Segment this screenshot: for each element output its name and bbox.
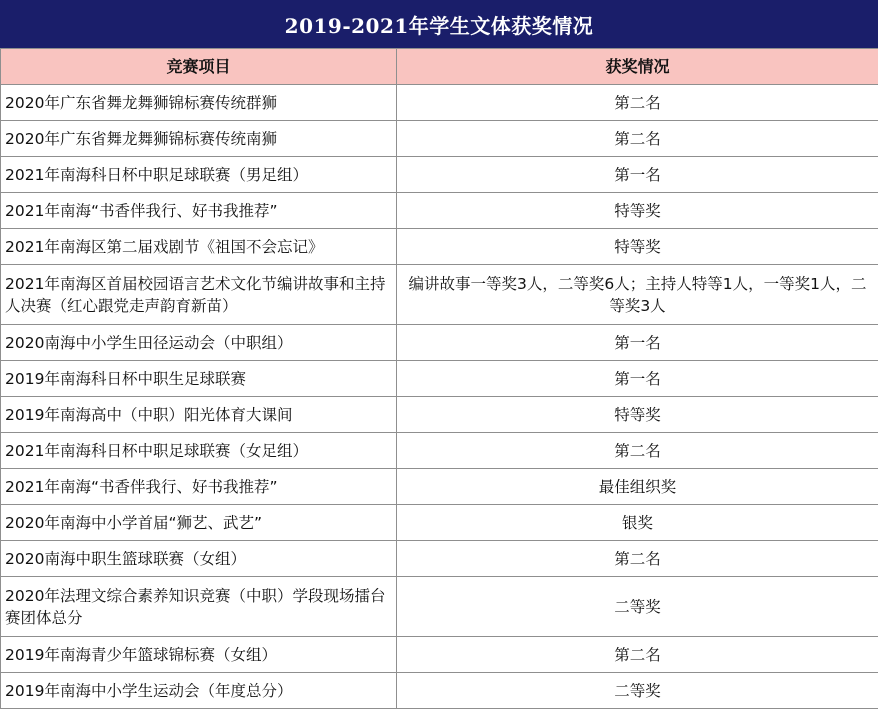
award-cell: 二等奖 [397,577,878,637]
item-cell: 2021年南海科日杯中职足球联赛（男足组） [1,157,397,193]
item-cell: 2021年南海“书香伴我行、好书我推荐” [1,193,397,229]
item-cell: 2020南海中小学生田径运动会（中职组） [1,325,397,361]
table-row [1,193,878,229]
award-cell: 第二名 [397,433,878,469]
item-cell: 2020年广东省舞龙舞狮锦标赛传统群狮 [1,85,397,121]
awards-table [0,48,878,709]
award-cell: 第二名 [397,541,878,577]
item-cell: 2020年南海中小学首届“狮艺、武艺” [1,505,397,541]
item-cell: 2019年南海高中（中职）阳光体育大课间 [1,397,397,433]
item-cell: 2021年南海区第二届戏剧节《祖国不会忘记》 [1,229,397,265]
item-cell: 2021年南海科日杯中职足球联赛（女足组） [1,433,397,469]
table-row [1,541,878,577]
table-row [1,265,878,325]
award-cell: 银奖 [397,505,878,541]
table-row [1,85,878,121]
table-row [1,157,878,193]
table-row [1,505,878,541]
table-row [1,577,878,637]
award-cell: 二等奖 [397,673,878,709]
sheet-title: 2019-2021年学生文体获奖情况 [0,0,878,48]
table-row [1,637,878,673]
award-cell: 特等奖 [397,193,878,229]
item-cell: 2019年南海科日杯中职生足球联赛 [1,361,397,397]
award-cell: 最佳组织奖 [397,469,878,505]
award-cell: 第二名 [397,121,878,157]
table-row [1,469,878,505]
table-row [1,229,878,265]
award-cell: 第一名 [397,157,878,193]
award-cell: 特等奖 [397,229,878,265]
item-cell: 2021年南海区首届校园语言艺术文化节编讲故事和主持人决赛（红心跟党走声韵育新苗） [1,265,397,325]
table-row [1,673,878,709]
award-cell: 特等奖 [397,397,878,433]
table-row [1,397,878,433]
award-cell: 第一名 [397,325,878,361]
award-cell: 第二名 [397,85,878,121]
award-cell: 第二名 [397,637,878,673]
table-row [1,121,878,157]
item-cell: 2019年南海青少年篮球锦标赛（女组） [1,637,397,673]
table-row [1,325,878,361]
header-row [1,49,878,85]
column-header-item: 竞赛项目 [1,49,397,85]
table-row [1,361,878,397]
item-cell: 2020年广东省舞龙舞狮锦标赛传统南狮 [1,121,397,157]
item-cell: 2021年南海“书香伴我行、好书我推荐” [1,469,397,505]
table-row [1,433,878,469]
item-cell: 2020年法理文综合素养知识竞赛（中职）学段现场擂台赛团体总分 [1,577,397,637]
award-cell: 编讲故事一等奖3人，二等奖6人；主持人特等1人，一等奖1人，二等奖3人 [397,265,878,325]
item-cell: 2020南海中职生篮球联赛（女组） [1,541,397,577]
column-header-award: 获奖情况 [397,49,878,85]
item-cell: 2019年南海中小学生运动会（年度总分） [1,673,397,709]
award-cell: 第一名 [397,361,878,397]
